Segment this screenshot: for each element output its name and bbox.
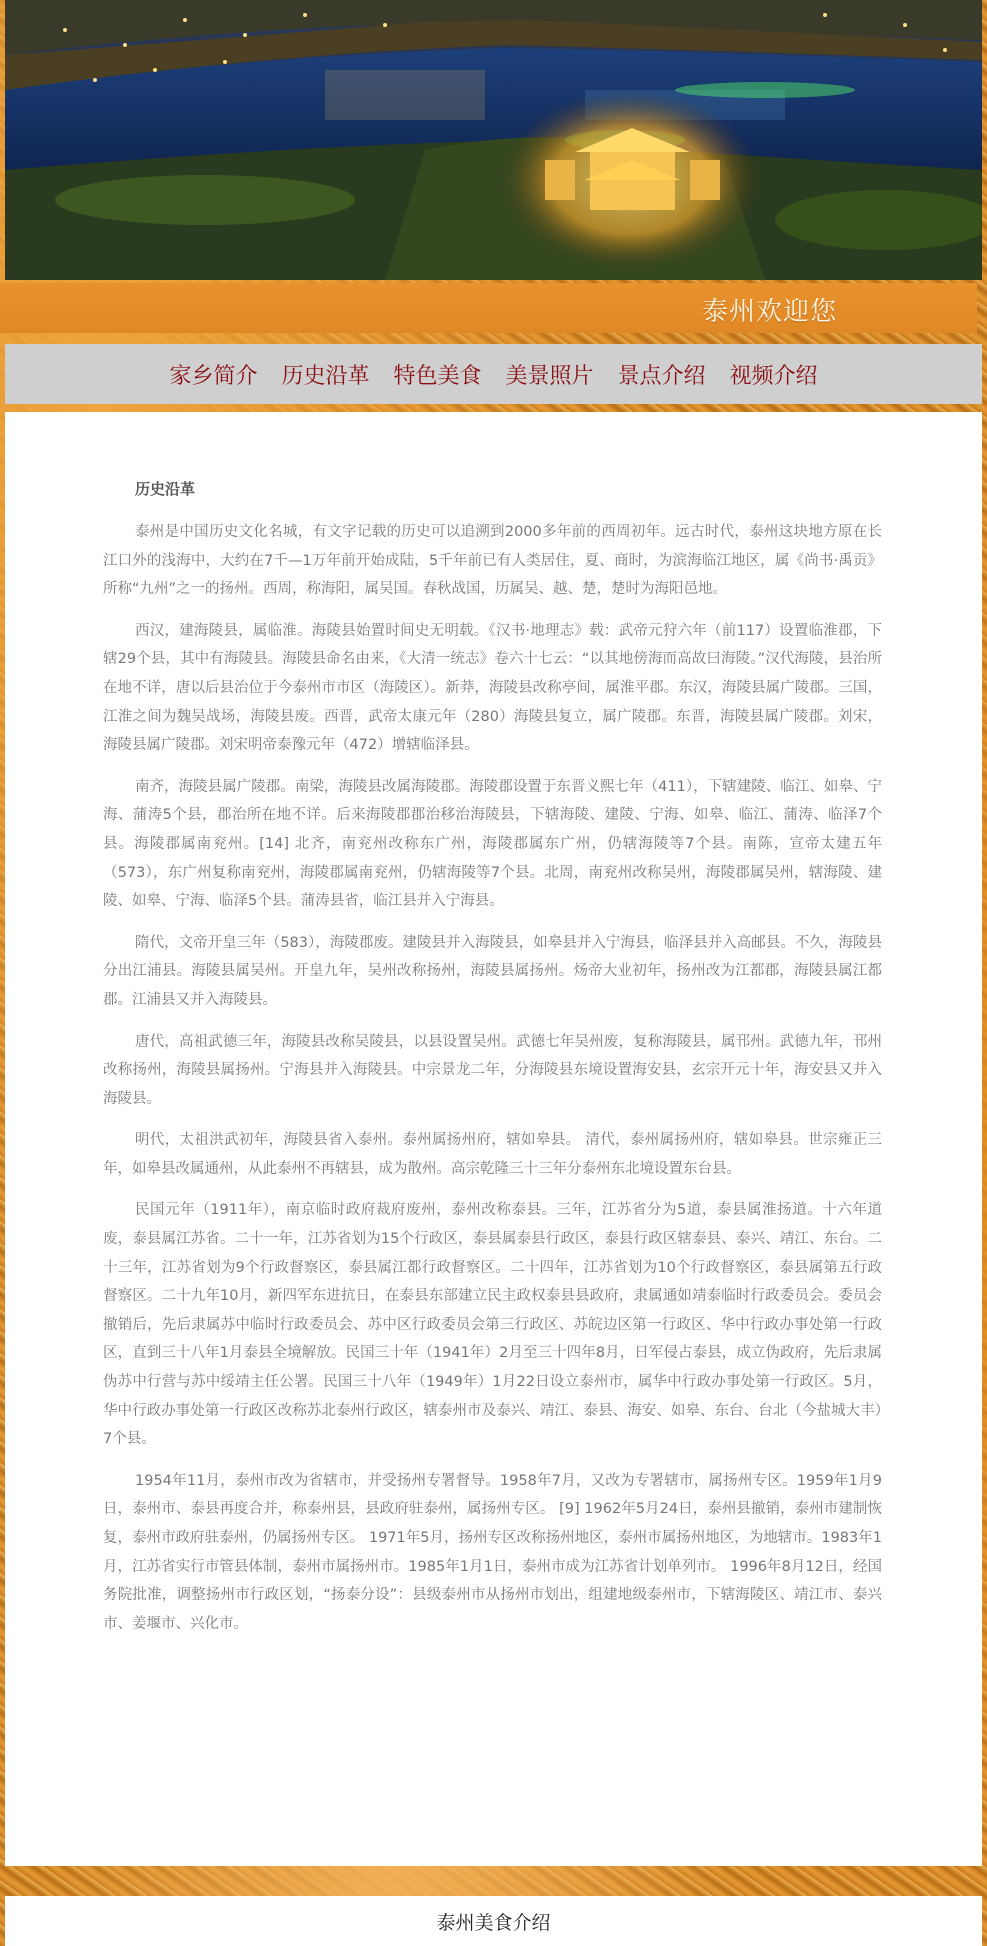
footer-link-cuisine[interactable]: 泰州美食介绍 bbox=[436, 1911, 551, 1934]
paragraph: 南齐，海陵县属广陵郡。南梁，海陵县改属海陵郡。海陵郡设置于东晋义熙七年（411），下辖建陵、临江、如皋、宁海、蒲涛5个县，郡治所在地不详。后来海陵郡郡治移治海陵县，下辖海陵、建陵、宁海、如皋、临江、蒲涛、临泽7个县。海陵郡属南兖州。[14] 北齐，南兖州改称东广州，海陵郡属东广州，仍辖海陵等7个县。南陈，宣帝太建五年（573），东广州复称南兖州，海陵郡属南兖州，仍辖海陵等7个县。北周，南兖州改称吴州，海陵郡属吴州，辖海陵、建陵、如皋、宁海、临泽5个县。蒲涛县省，临江县并入宁海县。 bbox=[103, 778, 882, 910]
welcome-bar bbox=[0, 283, 977, 333]
welcome-text: 泰州欢迎您 bbox=[701, 297, 837, 327]
paragraph: 唐代，高祖武德三年，海陵县改称吴陵县，以县设置吴州。武德七年吴州废，复称海陵县，属邗州。武德九年，邗州改称扬州，海陵县属扬州。宁海县并入海陵县。中宗景龙二年，分海陵县东境设置海安县，玄宗开元十年，海安县又并入海陵县。 bbox=[103, 1033, 882, 1107]
nav-item-cuisine[interactable]: 特色美食 bbox=[393, 363, 482, 389]
nav-item-history[interactable]: 历史沿革 bbox=[281, 363, 370, 389]
paragraph: 隋代，文帝开皇三年（583），海陵郡废。建陵县并入海陵县，如皋县并入宁海县，临泽县并入高邮县。不久，海陵县分出江浦县。海陵县属吴州。开皇九年，吴州改称扬州，海陵县属扬州。炀帝大业初年，扬州改为江都郡，海陵县属江都郡。江浦县又并入海陵县。 bbox=[103, 934, 882, 1008]
nav-item-videos[interactable]: 视频介绍 bbox=[729, 363, 818, 389]
hero-photo bbox=[5, 0, 982, 280]
main-content bbox=[5, 412, 982, 1866]
hero-banner bbox=[5, 0, 982, 280]
main-nav bbox=[5, 344, 982, 404]
paragraph: 民国元年（1911年），南京临时政府裁府废州，泰州改称泰县。三年，江苏省分为5道，泰县属淮扬道。十六年道废，泰县属江苏省。二十一年，江苏省划为15个行政区，泰县属泰县行政区，泰县行政区辖泰县、泰兴、靖江、东台。二十三年，江苏省划为9个行政督察区，泰县属江都行政督察区。二十四年，江苏省划为10个行政督察区，泰县属第五行政督察区。二十九年10月，新四军东进抗日，在泰县东部建立民主政权泰县县政府，隶属通如靖泰临时行政委员会。委员会撤销后，先后隶属苏中临时行政委员会、苏中区行政委员会第三行政区、苏皖边区第一行政区、华中行政办事处第一行政区，直到三十八年1月泰县全境解放。民国三十年（1941年）2月至三十四年8月，日军侵占泰县，成立伪政府，先后隶属伪苏中行营与苏中绥靖主任公署。民国三十八年（1949年）1月22日设立泰州市，属华中行政办事处第一行政区。5月，华中行政办事处第一行政区改称苏北泰州行政区，辖泰州市及泰兴、靖江、泰县、海安、如皋、东台、台北（今盐城大丰）7个县。 bbox=[103, 1202, 882, 1448]
paragraph: 1954年11月，泰州市改为省辖市，并受扬州专署督导。1958年7月，又改为专署辖市，属扬州专区。1959年1月9日，泰州市、泰县再度合并，称泰州县，县政府驻泰州，属扬州专区。 [9] 1962年5月24日，泰州县撤销，泰州市建制恢复，泰州市政府驻泰州，仍属扬州专区。 1971年5月，扬州专区改称扬州地区，泰州市属扬州地区，为地辖市。1983年1月，江苏省实行市管县体制，泰州市属扬州市。1985年1月1日，泰州市成为江苏省计划单列市。 1996年8月12日，经国务院批准，调整扬州市行政区划，“扬泰分设”：县级泰州市从扬州市划出，组建地级泰州市，下辖海陵区、靖江市、泰兴市、姜堰市、兴化市。 bbox=[103, 1472, 882, 1632]
paragraph: 西汉，建海陵县，属临淮。海陵县始置时间史无明载。《汉书·地理志》载：武帝元狩六年（前117）设置临淮郡，下辖29个县，其中有海陵县。海陵县命名由来，《大清一统志》卷六十七云：“以其地傍海而高故曰海陵。”汉代海陵，县治所在地不详，唐以后县治位于今泰州市市区（海陵区）。新莽，海陵县改称亭间，属淮平郡。东汉，海陵县属广陵郡。三国，江淮之间为魏吴战场，海陵县废。西晋，武帝太康元年（280）海陵县复立，属广陵郡。东晋，海陵县属广陵郡。刘宋，海陵县属广陵郡。刘宋明帝泰豫元年（472）增辖临泽县。 bbox=[103, 622, 882, 754]
nav-item-photos[interactable]: 美景照片 bbox=[505, 363, 594, 389]
section-title: 历史沿革 bbox=[135, 480, 196, 498]
nav-item-attractions[interactable]: 景点介绍 bbox=[617, 363, 706, 389]
paragraph: 明代，太祖洪武初年，海陵县省入泰州。泰州属扬州府，辖如皋县。 清代，泰州属扬州府，辖如皋县。世宗雍正三年，如皋县改属通州，从此泰州不再辖县，成为散州。高宗乾隆三十三年分泰州东北境设置东台县。 bbox=[103, 1132, 882, 1177]
paragraph: 泰州是中国历史文化名城，有文字记载的历史可以追溯到2000多年前的西周初年。远古时代，泰州这块地方原在长江口外的浅海中，大约在7千—1万年前开始成陆，5千年前已有人类居住，夏、商时，为滨海临江地区，属《尚书·禹贡》所称“九州”之一的扬州。西周，称海阳，属吴国。春秋战国，历属吴、越、楚，楚时为海阳邑地。 bbox=[103, 524, 882, 598]
footer bbox=[5, 1896, 982, 1946]
nav-item-hometown-intro[interactable]: 家乡简介 bbox=[169, 363, 258, 389]
